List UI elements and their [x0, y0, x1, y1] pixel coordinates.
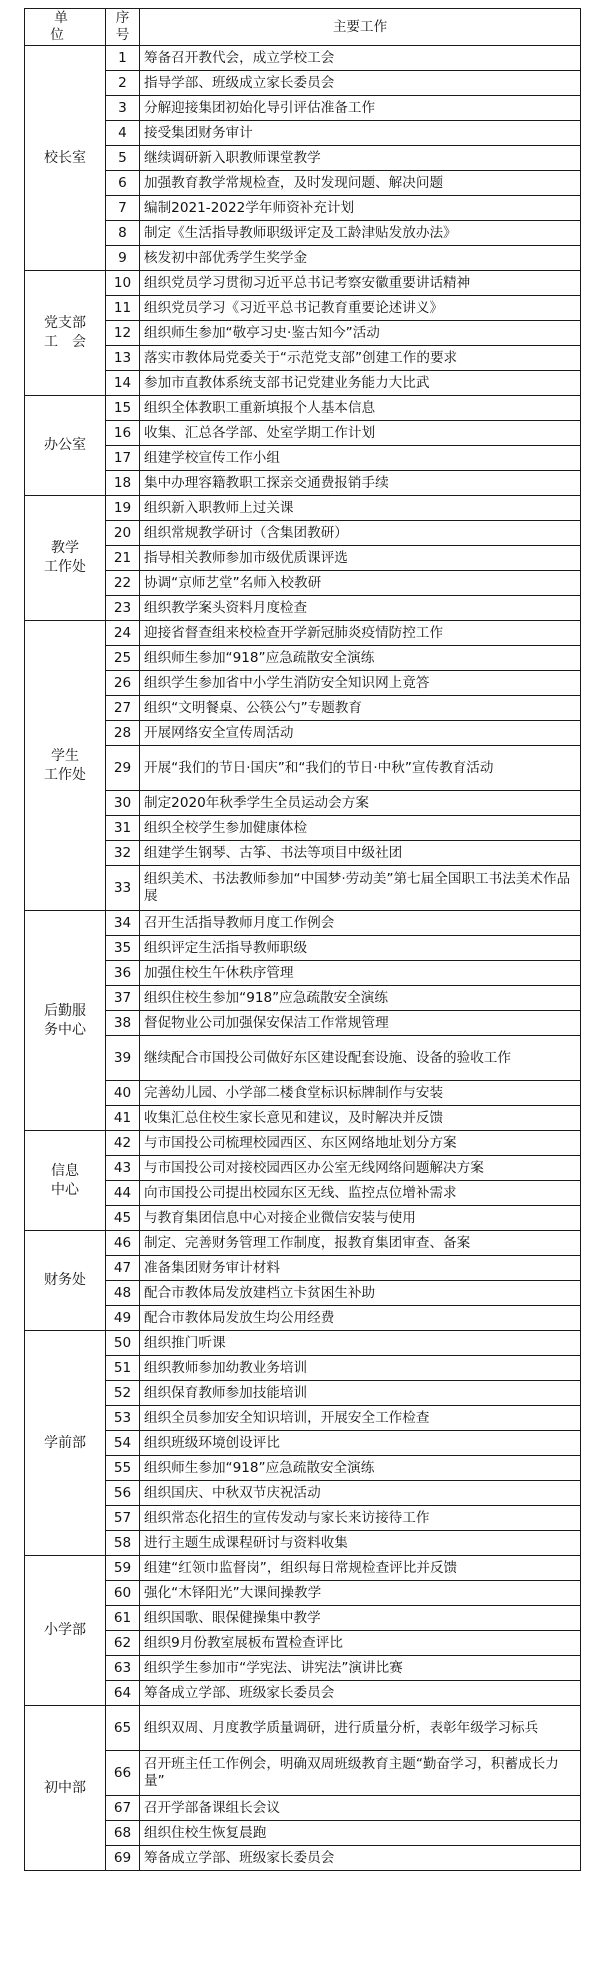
- number-cell: 2: [106, 71, 140, 96]
- number-cell: 48: [106, 1281, 140, 1306]
- table-row: [25, 296, 581, 321]
- number-cell: 1: [106, 46, 140, 71]
- table-row: [25, 1331, 581, 1356]
- task-cell: 组织教师参加幼教业务培训: [140, 1356, 581, 1381]
- table-row: [25, 1556, 581, 1581]
- task-cell: 召开生活指导教师月度工作例会: [140, 911, 581, 936]
- table-row: [25, 696, 581, 721]
- task-cell: 分解迎接集团初始化导引评估准备工作: [140, 96, 581, 121]
- number-cell: 34: [106, 911, 140, 936]
- number-cell: 65: [106, 1706, 140, 1751]
- task-cell: 指导相关教师参加市级优质课评选: [140, 546, 581, 571]
- number-cell: 69: [106, 1846, 140, 1871]
- table-row: [25, 1531, 581, 1556]
- number-cell: 49: [106, 1306, 140, 1331]
- table-row: [25, 1751, 581, 1796]
- table-row: [25, 321, 581, 346]
- number-cell: 22: [106, 571, 140, 596]
- number-cell: 43: [106, 1156, 140, 1181]
- task-cell: 组织师生参加“918”应急疏散安全演练: [140, 646, 581, 671]
- table-row: [25, 596, 581, 621]
- task-cell: 组织党员学习《习近平总书记教育重要论述讲义》: [140, 296, 581, 321]
- unit-cell: 办公室: [25, 396, 106, 496]
- table-row: [25, 1581, 581, 1606]
- table-row: [25, 671, 581, 696]
- task-cell: 组建学生钢琴、古筝、书法等项目中级社团: [140, 841, 581, 866]
- header-main-work: 主要工作: [140, 9, 581, 46]
- task-cell: 收集、汇总各学部、处室学期工作计划: [140, 421, 581, 446]
- task-cell: 制定、完善财务管理工作制度，报教育集团审查、备案: [140, 1231, 581, 1256]
- task-cell: 落实市教体局党委关于“示范党支部”创建工作的要求: [140, 346, 581, 371]
- number-cell: 68: [106, 1821, 140, 1846]
- task-cell: 加强教育教学常规检查，及时发现问题、解决问题: [140, 171, 581, 196]
- number-cell: 36: [106, 961, 140, 986]
- number-cell: 38: [106, 1011, 140, 1036]
- table-row: [25, 446, 581, 471]
- number-cell: 24: [106, 621, 140, 646]
- number-cell: 33: [106, 866, 140, 911]
- task-cell: 组织学生参加市“学宪法、讲宪法”演讲比赛: [140, 1656, 581, 1681]
- table-row: [25, 196, 581, 221]
- number-cell: 50: [106, 1331, 140, 1356]
- table-row: [25, 1506, 581, 1531]
- task-cell: 与市国投公司梳理校园西区、东区网络地址划分方案: [140, 1131, 581, 1156]
- number-cell: 9: [106, 246, 140, 271]
- number-cell: 58: [106, 1531, 140, 1556]
- table-row: [25, 961, 581, 986]
- number-cell: 27: [106, 696, 140, 721]
- task-cell: 强化“木铎阳光”大课间操教学: [140, 1581, 581, 1606]
- number-cell: 18: [106, 471, 140, 496]
- number-cell: 54: [106, 1431, 140, 1456]
- task-cell: 与市国投公司对接校园西区办公室无线网络问题解决方案: [140, 1156, 581, 1181]
- table-row: [25, 1181, 581, 1206]
- task-cell: 组织国庆、中秋双节庆祝活动: [140, 1481, 581, 1506]
- table-row: [25, 1231, 581, 1256]
- table-row: [25, 1256, 581, 1281]
- table-row: [25, 1036, 581, 1081]
- table-row: [25, 816, 581, 841]
- task-cell: 组织推门听课: [140, 1331, 581, 1356]
- number-cell: 19: [106, 496, 140, 521]
- unit-cell: 党支部 工 会: [25, 271, 106, 396]
- number-cell: 28: [106, 721, 140, 746]
- number-cell: 66: [106, 1751, 140, 1796]
- number-cell: 6: [106, 171, 140, 196]
- task-cell: 核发初中部优秀学生奖学金: [140, 246, 581, 271]
- number-cell: 62: [106, 1631, 140, 1656]
- number-cell: 59: [106, 1556, 140, 1581]
- task-cell: 组织住校生恢复晨跑: [140, 1821, 581, 1846]
- task-cell: 开展网络安全宣传周活动: [140, 721, 581, 746]
- table-row: [25, 346, 581, 371]
- table-row: [25, 1306, 581, 1331]
- task-cell: 集中办理容籍教职工探亲交通费报销手续: [140, 471, 581, 496]
- task-cell: 筹备成立学部、班级家长委员会: [140, 1681, 581, 1706]
- task-cell: 向市国投公司提出校园东区无线、监控点位增补需求: [140, 1181, 581, 1206]
- number-cell: 53: [106, 1406, 140, 1431]
- task-cell: 继续配合市国投公司做好东区建设配套设施、设备的验收工作: [140, 1036, 581, 1081]
- task-cell: 完善幼儿园、小学部二楼食堂标识标牌制作与安装: [140, 1081, 581, 1106]
- number-cell: 42: [106, 1131, 140, 1156]
- number-cell: 13: [106, 346, 140, 371]
- task-cell: 迎接省督查组来校检查开学新冠肺炎疫情防控工作: [140, 621, 581, 646]
- table-row: [25, 1481, 581, 1506]
- table-row: [25, 371, 581, 396]
- table-row: [25, 271, 581, 296]
- number-cell: 55: [106, 1456, 140, 1481]
- table-row: [25, 621, 581, 646]
- table-row: [25, 721, 581, 746]
- task-cell: 组织教学案头资料月度检查: [140, 596, 581, 621]
- number-cell: 4: [106, 121, 140, 146]
- number-cell: 14: [106, 371, 140, 396]
- number-cell: 60: [106, 1581, 140, 1606]
- task-cell: 组织常规教学研讨（含集团教研）: [140, 521, 581, 546]
- number-cell: 56: [106, 1481, 140, 1506]
- unit-cell: 学生 工作处: [25, 621, 106, 911]
- unit-cell: 财务处: [25, 1231, 106, 1331]
- task-cell: 编制2021-2022学年师资补充计划: [140, 196, 581, 221]
- task-cell: 配合市教体局发放建档立卡贫困生补助: [140, 1281, 581, 1306]
- table-row: [25, 421, 581, 446]
- header-number: 序号: [106, 9, 140, 46]
- task-cell: 组织全体教职工重新填报个人基本信息: [140, 396, 581, 421]
- number-cell: 51: [106, 1356, 140, 1381]
- number-cell: 61: [106, 1606, 140, 1631]
- number-cell: 47: [106, 1256, 140, 1281]
- number-cell: 37: [106, 986, 140, 1011]
- table-row: [25, 1356, 581, 1381]
- number-cell: 45: [106, 1206, 140, 1231]
- task-cell: 组织全员参加安全知识培训，开展安全工作检查: [140, 1406, 581, 1431]
- number-cell: 39: [106, 1036, 140, 1081]
- table-row: [25, 1431, 581, 1456]
- number-cell: 67: [106, 1796, 140, 1821]
- task-cell: 组建“红领巾监督岗”，组织每日常规检查评比并反馈: [140, 1556, 581, 1581]
- unit-cell: 信息 中心: [25, 1131, 106, 1231]
- table-row: [25, 121, 581, 146]
- table-row: [25, 1281, 581, 1306]
- task-cell: 指导学部、班级成立家长委员会: [140, 71, 581, 96]
- number-cell: 44: [106, 1181, 140, 1206]
- task-cell: 组织保育教师参加技能培训: [140, 1381, 581, 1406]
- task-cell: 组织美术、书法教师参加“中国梦·劳动美”第七届全国职工书法美术作品展: [140, 866, 581, 911]
- table-row: [25, 1206, 581, 1231]
- number-cell: 63: [106, 1656, 140, 1681]
- number-cell: 52: [106, 1381, 140, 1406]
- table-body: [25, 46, 581, 1871]
- unit-cell: 校长室: [25, 46, 106, 271]
- unit-cell: 学前部: [25, 1331, 106, 1556]
- table-header-row: [25, 9, 581, 46]
- number-cell: 17: [106, 446, 140, 471]
- table-row: [25, 171, 581, 196]
- header-unit: 单 位: [25, 9, 106, 46]
- table-row: [25, 1796, 581, 1821]
- table-row: [25, 791, 581, 816]
- table-row: [25, 1011, 581, 1036]
- table-row: [25, 646, 581, 671]
- number-cell: 25: [106, 646, 140, 671]
- table-row: [25, 1631, 581, 1656]
- table-row: [25, 1846, 581, 1871]
- task-cell: 组织常态化招生的宣传发动与家长来访接待工作: [140, 1506, 581, 1531]
- task-cell: 组织9月份教室展板布置检查评比: [140, 1631, 581, 1656]
- table-row: [25, 746, 581, 791]
- task-cell: 加强住校生午休秩序管理: [140, 961, 581, 986]
- number-cell: 30: [106, 791, 140, 816]
- table-row: [25, 546, 581, 571]
- table-row: [25, 96, 581, 121]
- unit-cell: 初中部: [25, 1706, 106, 1871]
- task-cell: 配合市教体局发放生均公用经费: [140, 1306, 581, 1331]
- task-cell: 组织评定生活指导教师职级: [140, 936, 581, 961]
- task-cell: 督促物业公司加强保安保洁工作常规管理: [140, 1011, 581, 1036]
- number-cell: 40: [106, 1081, 140, 1106]
- number-cell: 12: [106, 321, 140, 346]
- task-cell: 组织班级环境创设评比: [140, 1431, 581, 1456]
- task-cell: 筹备召开教代会，成立学校工会: [140, 46, 581, 71]
- task-cell: 召开学部备课组长会议: [140, 1796, 581, 1821]
- number-cell: 10: [106, 271, 140, 296]
- number-cell: 64: [106, 1681, 140, 1706]
- table-row: [25, 1131, 581, 1156]
- task-cell: 接受集团财务审计: [140, 121, 581, 146]
- table-row: [25, 246, 581, 271]
- task-cell: 协调“京师艺堂”名师入校教研: [140, 571, 581, 596]
- task-cell: 参加市直教体系统支部书记党建业务能力大比武: [140, 371, 581, 396]
- task-cell: 组织师生参加“918”应急疏散安全演练: [140, 1456, 581, 1481]
- number-cell: 15: [106, 396, 140, 421]
- number-cell: 7: [106, 196, 140, 221]
- number-cell: 16: [106, 421, 140, 446]
- task-cell: 收集汇总住校生家长意见和建议，及时解决并反馈: [140, 1106, 581, 1131]
- table-row: [25, 911, 581, 936]
- table-row: [25, 1456, 581, 1481]
- task-cell: 组织师生参加“敬亭习史·鉴古知今”活动: [140, 321, 581, 346]
- task-cell: 进行主题生成课程研讨与资料收集: [140, 1531, 581, 1556]
- task-cell: 组织学生参加省中小学生消防安全知识网上竟答: [140, 671, 581, 696]
- table-row: [25, 986, 581, 1011]
- task-cell: 组织全校学生参加健康体检: [140, 816, 581, 841]
- number-cell: 23: [106, 596, 140, 621]
- table-row: [25, 866, 581, 911]
- number-cell: 46: [106, 1231, 140, 1256]
- task-cell: 与教育集团信息中心对接企业微信安装与使用: [140, 1206, 581, 1231]
- task-cell: 召开班主任工作例会，明确双周班级教育主题“勤奋学习，积蓄成长力量”: [140, 1751, 581, 1796]
- table-row: [25, 1106, 581, 1131]
- table-row: [25, 496, 581, 521]
- task-cell: 组织国歌、眼保健操集中教学: [140, 1606, 581, 1631]
- table-row: [25, 936, 581, 961]
- task-cell: 筹备成立学部、班级家长委员会: [140, 1846, 581, 1871]
- task-cell: 准备集团财务审计材料: [140, 1256, 581, 1281]
- table-row: [25, 396, 581, 421]
- number-cell: 26: [106, 671, 140, 696]
- task-cell: 组织双周、月度教学质量调研，进行质量分析，表彰年级学习标兵: [140, 1706, 581, 1751]
- number-cell: 31: [106, 816, 140, 841]
- number-cell: 11: [106, 296, 140, 321]
- number-cell: 5: [106, 146, 140, 171]
- number-cell: 21: [106, 546, 140, 571]
- table-row: [25, 46, 581, 71]
- table-row: [25, 1821, 581, 1846]
- table-row: [25, 521, 581, 546]
- number-cell: 41: [106, 1106, 140, 1131]
- number-cell: 29: [106, 746, 140, 791]
- table-row: [25, 1381, 581, 1406]
- table-row: [25, 841, 581, 866]
- number-cell: 57: [106, 1506, 140, 1531]
- task-cell: 开展“我们的节日·国庆”和“我们的节日·中秋”宣传教育活动: [140, 746, 581, 791]
- task-cell: 组织党员学习贯彻习近平总书记考察安徽重要讲话精神: [140, 271, 581, 296]
- table-row: [25, 221, 581, 246]
- table-row: [25, 1706, 581, 1751]
- table-row: [25, 1606, 581, 1631]
- task-cell: 制定《生活指导教师职级评定及工龄津贴发放办法》: [140, 221, 581, 246]
- table-row: [25, 71, 581, 96]
- number-cell: 20: [106, 521, 140, 546]
- table-row: [25, 1681, 581, 1706]
- task-cell: 制定2020年秋季学生全员运动会方案: [140, 791, 581, 816]
- unit-cell: 小学部: [25, 1556, 106, 1706]
- work-plan-table: [24, 8, 581, 1871]
- task-cell: 组织新入职教师上过关课: [140, 496, 581, 521]
- table-row: [25, 1081, 581, 1106]
- number-cell: 35: [106, 936, 140, 961]
- table-row: [25, 146, 581, 171]
- number-cell: 3: [106, 96, 140, 121]
- table-row: [25, 1406, 581, 1431]
- number-cell: 32: [106, 841, 140, 866]
- table-row: [25, 471, 581, 496]
- table-row: [25, 1656, 581, 1681]
- task-cell: 组织住校生参加“918”应急疏散安全演练: [140, 986, 581, 1011]
- table-row: [25, 1156, 581, 1181]
- task-cell: 组建学校宣传工作小组: [140, 446, 581, 471]
- table-row: [25, 571, 581, 596]
- unit-cell: 后勤服 务中心: [25, 911, 106, 1131]
- unit-cell: 教学 工作处: [25, 496, 106, 621]
- task-cell: 继续调研新入职教师课堂教学: [140, 146, 581, 171]
- task-cell: 组织“文明餐桌、公筷公勺”专题教育: [140, 696, 581, 721]
- number-cell: 8: [106, 221, 140, 246]
